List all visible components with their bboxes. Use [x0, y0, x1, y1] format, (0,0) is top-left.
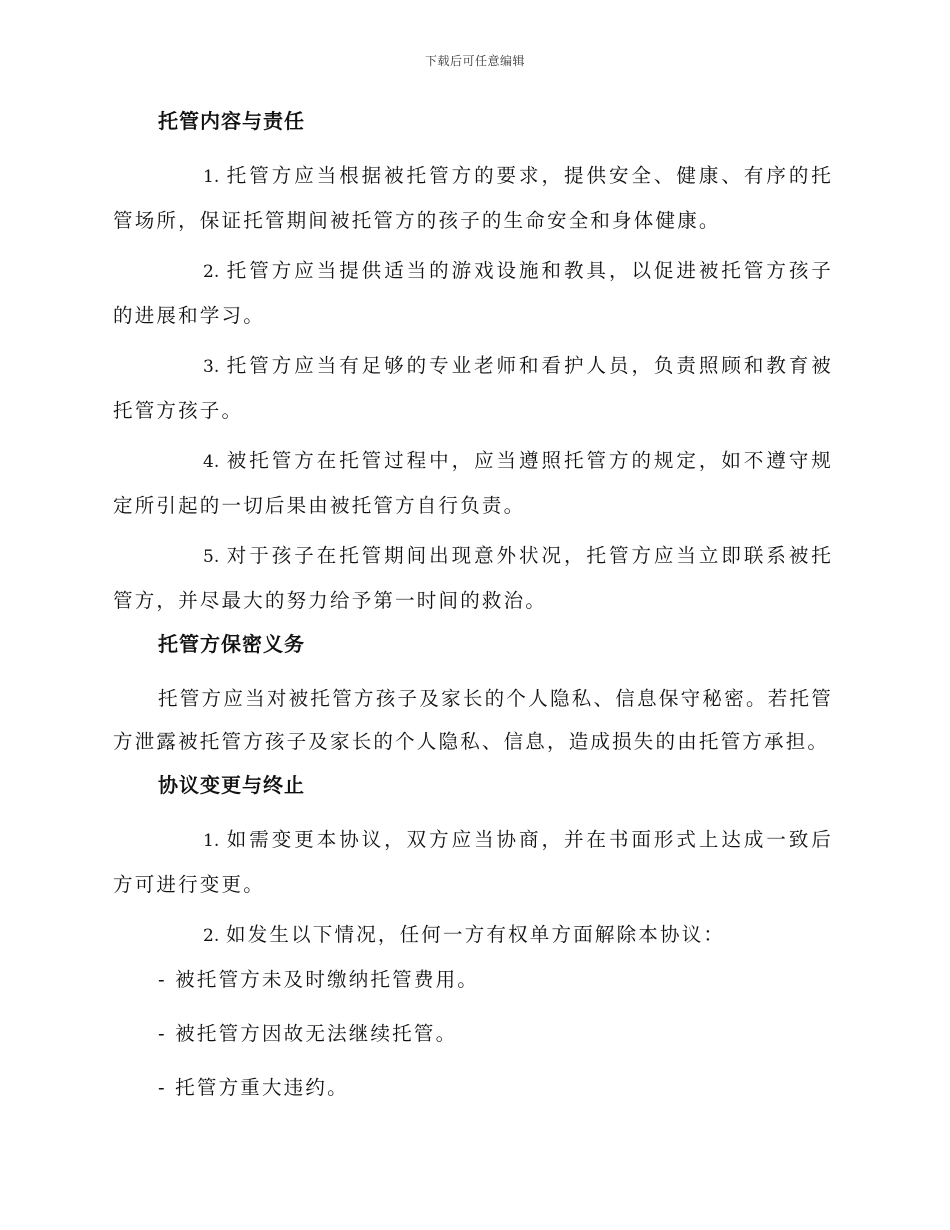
section-paragraph: 托管方应当对被托管方孩子及家长的个人隐私、信息保守秘密。若托管方泄露被托管方孩子及家长的个人隐私、信息，造成损失的由托管方承担。 — [113, 687, 833, 753]
numbered-clause — [113, 249, 833, 337]
numbered-clause — [113, 534, 833, 622]
clause-number: 3. — [203, 357, 220, 377]
numbered-clause — [113, 154, 833, 242]
numbered-clause — [113, 344, 833, 432]
page-header: 下载后可任意编辑 — [424, 54, 525, 68]
numbered-clause — [113, 913, 833, 958]
clause-text: 托管方应当有足够的专业老师和看护人员，负责照顾和教育被托管方孩子。 — [113, 354, 833, 422]
clause-text: 对于孩子在托管期间出现意外状况，托管方应当立即联系被托管方，并尽最大的努力给予第一时间的救治。 — [113, 544, 833, 612]
clause-number: 4. — [203, 452, 220, 472]
clause-number: 1. — [203, 167, 220, 187]
list-item: - 托管方重大违约。 — [158, 1076, 349, 1099]
clause-text: 托管方应当根据被托管方的要求，提供安全、健康、有序的托管场所，保证托管期间被托管方的孩子的生命安全和身体健康。 — [113, 164, 833, 232]
clause-text: 如需变更本协议，双方应当协商，并在书面形式上达成一致后方可进行变更。 — [113, 828, 833, 896]
document-body — [113, 106, 833, 1127]
numbered-clause — [113, 439, 833, 527]
clause-text: 被托管方在托管过程中，应当遵照托管方的规定，如不遵守规定所引起的一切后果由被托管方自行负责。 — [113, 449, 833, 517]
clause-number: 2. — [203, 262, 220, 282]
numbered-clause — [113, 818, 833, 906]
section-heading: 托管方保密义务 — [158, 632, 305, 656]
section-heading: 协议变更与终止 — [158, 773, 305, 797]
list-item: - 被托管方因故无法继续托管。 — [158, 1022, 458, 1045]
clause-number: 5. — [203, 547, 220, 567]
clause-text: 托管方应当提供适当的游戏设施和教具，以促进被托管方孩子的进展和学习。 — [113, 259, 833, 327]
clause-number: 1. — [203, 831, 220, 851]
clause-text: 如发生以下情况，任何一方有权单方面解除本协议： — [226, 923, 726, 946]
clause-number: 2. — [203, 926, 220, 946]
list-item: - 被托管方未及时缴纳托管费用。 — [158, 968, 479, 991]
section-heading: 托管内容与责任 — [158, 109, 305, 133]
